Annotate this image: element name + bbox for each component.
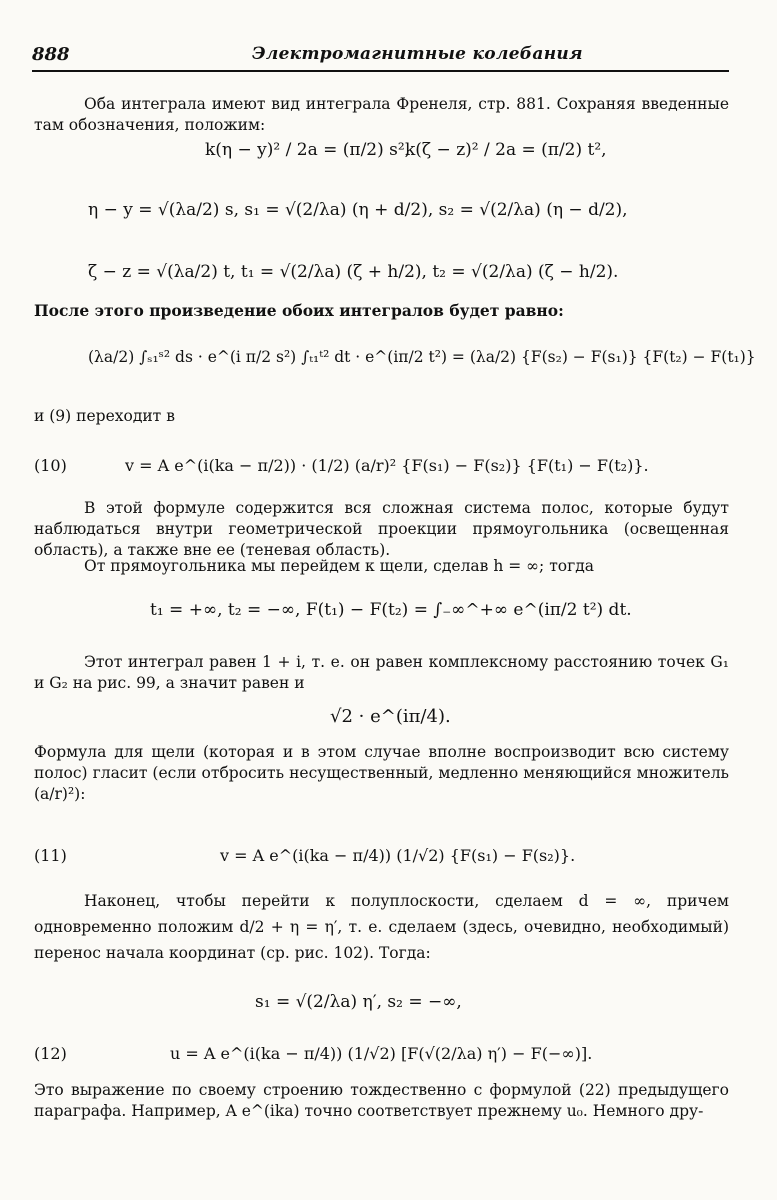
equation-t-substitution: k(ζ − z)² / 2a = (π/2) t², [405,140,607,160]
paragraph-slit: От прямоугольника мы перейдем к щели, сделав h = ∞; тогда [84,557,595,575]
equation-zeta-z: ζ − z = √(λa/2) t, t₁ = √(2/λa) (ζ + h/2), t₂ = √(2/λa) (ζ − h/2). [88,262,619,282]
equation-slit-limits: t₁ = +∞, t₂ = −∞, F(t₁) − F(t₂) = ∫₋∞^+∞ e^(iπ/2 t²) dt. [150,600,632,620]
equation-integral-product: (λa/2) ∫ₛ₁ˢ² ds · e^(i π/2 s²) ∫ₜ₁ᵗ² dt · e^(iπ/2 t²) = (λa/2) {F(s₂) − F(s₁)} {F(t₂) − F(t₁)} [88,348,756,366]
equation-12-label: (12) [34,1044,67,1063]
paragraph-bands: В этой формуле содержится вся сложная система полос, которые будут наблюдаться внутри геометрической проекции прямоугольника (освещенная область), а также вне ее (теневая область). [34,499,729,559]
equation-eta-y: η − y = √(λa/2) s, s₁ = √(2/λa) (η + d/2), s₂ = √(2/λa) (η − d/2), [88,200,628,220]
paragraph-comparison: Это выражение по своему строению тождественно с формулой (22) предыдущего параграфа. Например, A e^(ika) точно соответствует прежнему u₀. Немного дру- [34,1081,729,1120]
equation-11-label: (11) [34,846,67,865]
paragraph-slit-formula: Формула для щели (которая и в этом случае вполне воспроизводит всю систему полос) гласит (если отбросить несущественный, медленно меняющийся множитель (a/r)²): [34,743,729,803]
page-header [32,44,729,70]
equation-s-substitution: k(η − y)² / 2a = (π/2) s², [205,140,411,160]
equation-10: v = A e^(i(ka − π/2)) · (1/2) (a/r)² {F(s₁) − F(s₂)} {F(t₁) − F(t₂)}. [125,456,649,475]
paragraph-half-plane: Наконец, чтобы перейти к полуплоскости, сделаем d = ∞, причем одновременно положим d/2 + η = η′, т. е. сделаем (здесь, очевидно, необходимый) перенос начала координат (ср. рис. 102). Тогда: [34,892,729,962]
page-number: 888 [32,44,70,65]
paragraph-transition: и (9) переходит в [34,407,175,425]
paragraph-intro: Оба интеграла имеют вид интеграла Френеля, стр. 881. Сохраняя введенные там обозначения, положим: [34,95,729,134]
header-rule [32,70,729,72]
equation-s-half-plane: s₁ = √(2/λa) η′, s₂ = −∞, [255,992,462,1012]
paragraph-integral-value: Этот интеграл равен 1 + i, т. е. он равен комплексному расстоянию точек G₁ и G₂ на рис. 99, а значит равен и [34,653,729,692]
equation-sqrt2: √2 · e^(iπ/4). [330,706,451,727]
paragraph-product: После этого произведение обоих интегралов будет равно: [34,301,564,320]
equation-12: u = A e^(i(ka − π/4)) (1/√2) [F(√(2/λa) η′) − F(−∞)]. [170,1044,593,1063]
equation-11: v = A e^(i(ka − π/4)) (1/√2) {F(s₁) − F(s₂)}. [220,846,576,865]
running-title: Электромагнитные колебания [252,44,583,64]
equation-10-label: (10) [34,456,67,475]
